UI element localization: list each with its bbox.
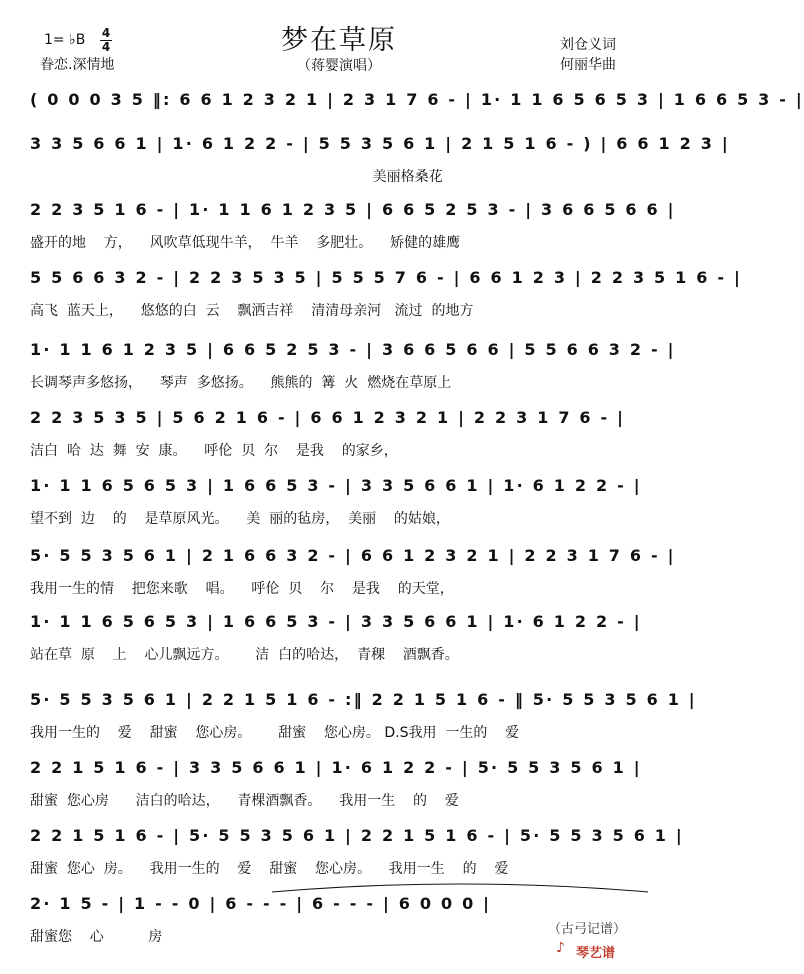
song-title: 梦在草原: [281, 25, 397, 56]
time-bottom: 4: [101, 40, 111, 54]
notation-line: 5· 5 5 3 5 6 1 | 2 1 6 6 3 2 - | 6 6 1 2 3 2 1 | 2 2 3 1 7 6 - |: [30, 546, 676, 565]
system-7: [30, 476, 650, 542]
lyric-line: 甜蜜 您心房 洁白的哈达， 青棵酒飘香。 我用一生 的 爱: [30, 793, 459, 809]
system-5: [30, 340, 676, 406]
lyric-line: 高飞 蓝天上， 悠悠的白 云 飘洒吉祥 清清母亲河 流过 的地方: [30, 303, 474, 319]
system-3: [30, 200, 676, 266]
time-signature: [100, 28, 112, 53]
key-signature: 1= ♭B: [44, 32, 86, 48]
lyric-line: 洁白 哈 达 舞 安 康。 呼伦 贝 尔 是我 的家乡，: [30, 443, 398, 459]
time-top: 4: [101, 26, 111, 40]
transcriber-credit: （古弓记谱）: [548, 922, 627, 937]
lyricist-credit: 刘仓义词: [560, 37, 616, 53]
system-10: [30, 690, 697, 756]
notation-line: ( 0 0 0 3 5 ‖: 6 6 1 2 3 2 1 | 2 3 1 7 6 - | 1· 1 1 6 5 6 5 3 | 1 6 6 5 3 - |: [30, 90, 804, 109]
system-2: [30, 134, 730, 200]
watermark-logo: 琴艺谱: [576, 946, 616, 961]
notation-line: 5 5 6 6 3 2 - | 2 2 3 5 3 5 | 5 5 5 7 6 - | 6 6 1 2 3 | 2 2 3 5 1 6 - |: [30, 268, 743, 287]
notation-line: 2 2 1 5 1 6 - | 5· 5 5 3 5 6 1 | 2 2 1 5 1 6 - | 5· 5 5 3 5 6 1 |: [30, 826, 684, 845]
notation-line: 2 2 3 5 3 5 | 5 6 2 1 6 - | 6 6 1 2 3 2 1 | 2 2 3 1 7 6 - |: [30, 408, 626, 427]
notation-line: 2· 1 5 - | 1 - - 0 | 6 - - - | 6 - - - | 6 0 0 0 |: [30, 894, 492, 913]
singer-credit: （蒋婴演唱）: [297, 58, 381, 74]
lyric-line: 望不到 边 的 是草原风光。 美 丽的毡房， 美丽 的姑娘，: [30, 511, 450, 527]
lyric-line: 我用一生的 爱 甜蜜 您心房。 甜蜜 您心房。 D.S我用 一生的 爱: [30, 725, 520, 741]
expression-mark: 眷恋.深情地: [40, 57, 115, 73]
lyric-line: 站在草 原 上 心儿飘远方。 洁 白的哈达， 青稞 酒飘香。: [30, 647, 459, 663]
system-11: [30, 758, 650, 824]
lyric-line: 盛开的地 方， 风吹草低现牛羊， 牛羊 多肥壮。 矫健的雄鹰: [30, 235, 461, 251]
system-6: [30, 408, 650, 474]
notation-line: 1· 1 1 6 1 2 3 5 | 6 6 5 2 5 3 - | 3 6 6 5 6 6 | 5 5 6 6 3 2 - |: [30, 340, 676, 359]
notation-line: 3 3 5 6 6 1 | 1· 6 1 2 2 - | 5 5 3 5 6 1 | 2 1 5 1 6 - ) | 6 6 1 2 3 |: [30, 134, 730, 153]
notation-line: 1· 1 1 6 5 6 5 3 | 1 6 6 5 3 - | 3 3 5 6 6 1 | 1· 6 1 2 2 - |: [30, 476, 642, 495]
lyric-line: 我用一生的情 把您来歌 唱。 呼伦 贝 尔 是我 的天堂，: [30, 581, 454, 597]
lyric-line: 甜蜜 您心 房。 我用一生的 爱 甜蜜 您心房。 我用一生 的 爱: [30, 861, 509, 877]
lyric-line: 甜蜜您 心 房: [30, 929, 314, 945]
notation-line: 5· 5 5 3 5 6 1 | 2 2 1 5 1 6 - :‖ 2 2 1 5 1 6 - ‖ 5· 5 5 3 5 6 1 |: [30, 690, 697, 709]
notation-line: 2 2 1 5 1 6 - | 3 3 5 6 6 1 | 1· 6 1 2 2 - | 5· 5 5 3 5 6 1 |: [30, 758, 642, 777]
tie-arc: [270, 880, 650, 894]
system-4: [30, 268, 743, 334]
logo-icon: ♪: [556, 940, 565, 956]
notation-line: 1· 1 1 6 5 6 5 3 | 1 6 6 5 3 - | 3 3 5 6 6 1 | 1· 6 1 2 2 - |: [30, 612, 642, 631]
system-9: [30, 612, 650, 678]
system-8: [30, 546, 676, 612]
lyric-line: 长调琴声多悠扬， 琴声 多悠扬。 熊熊的 篝 火 燃烧在草原上: [30, 375, 452, 391]
notation-line: 2 2 3 5 1 6 - | 1· 1 1 6 1 2 3 5 | 6 6 5 2 5 3 - | 3 6 6 5 6 6 |: [30, 200, 676, 219]
composer-credit: 何丽华曲: [560, 57, 616, 73]
lyric-line: 美丽格桑花: [30, 169, 443, 185]
